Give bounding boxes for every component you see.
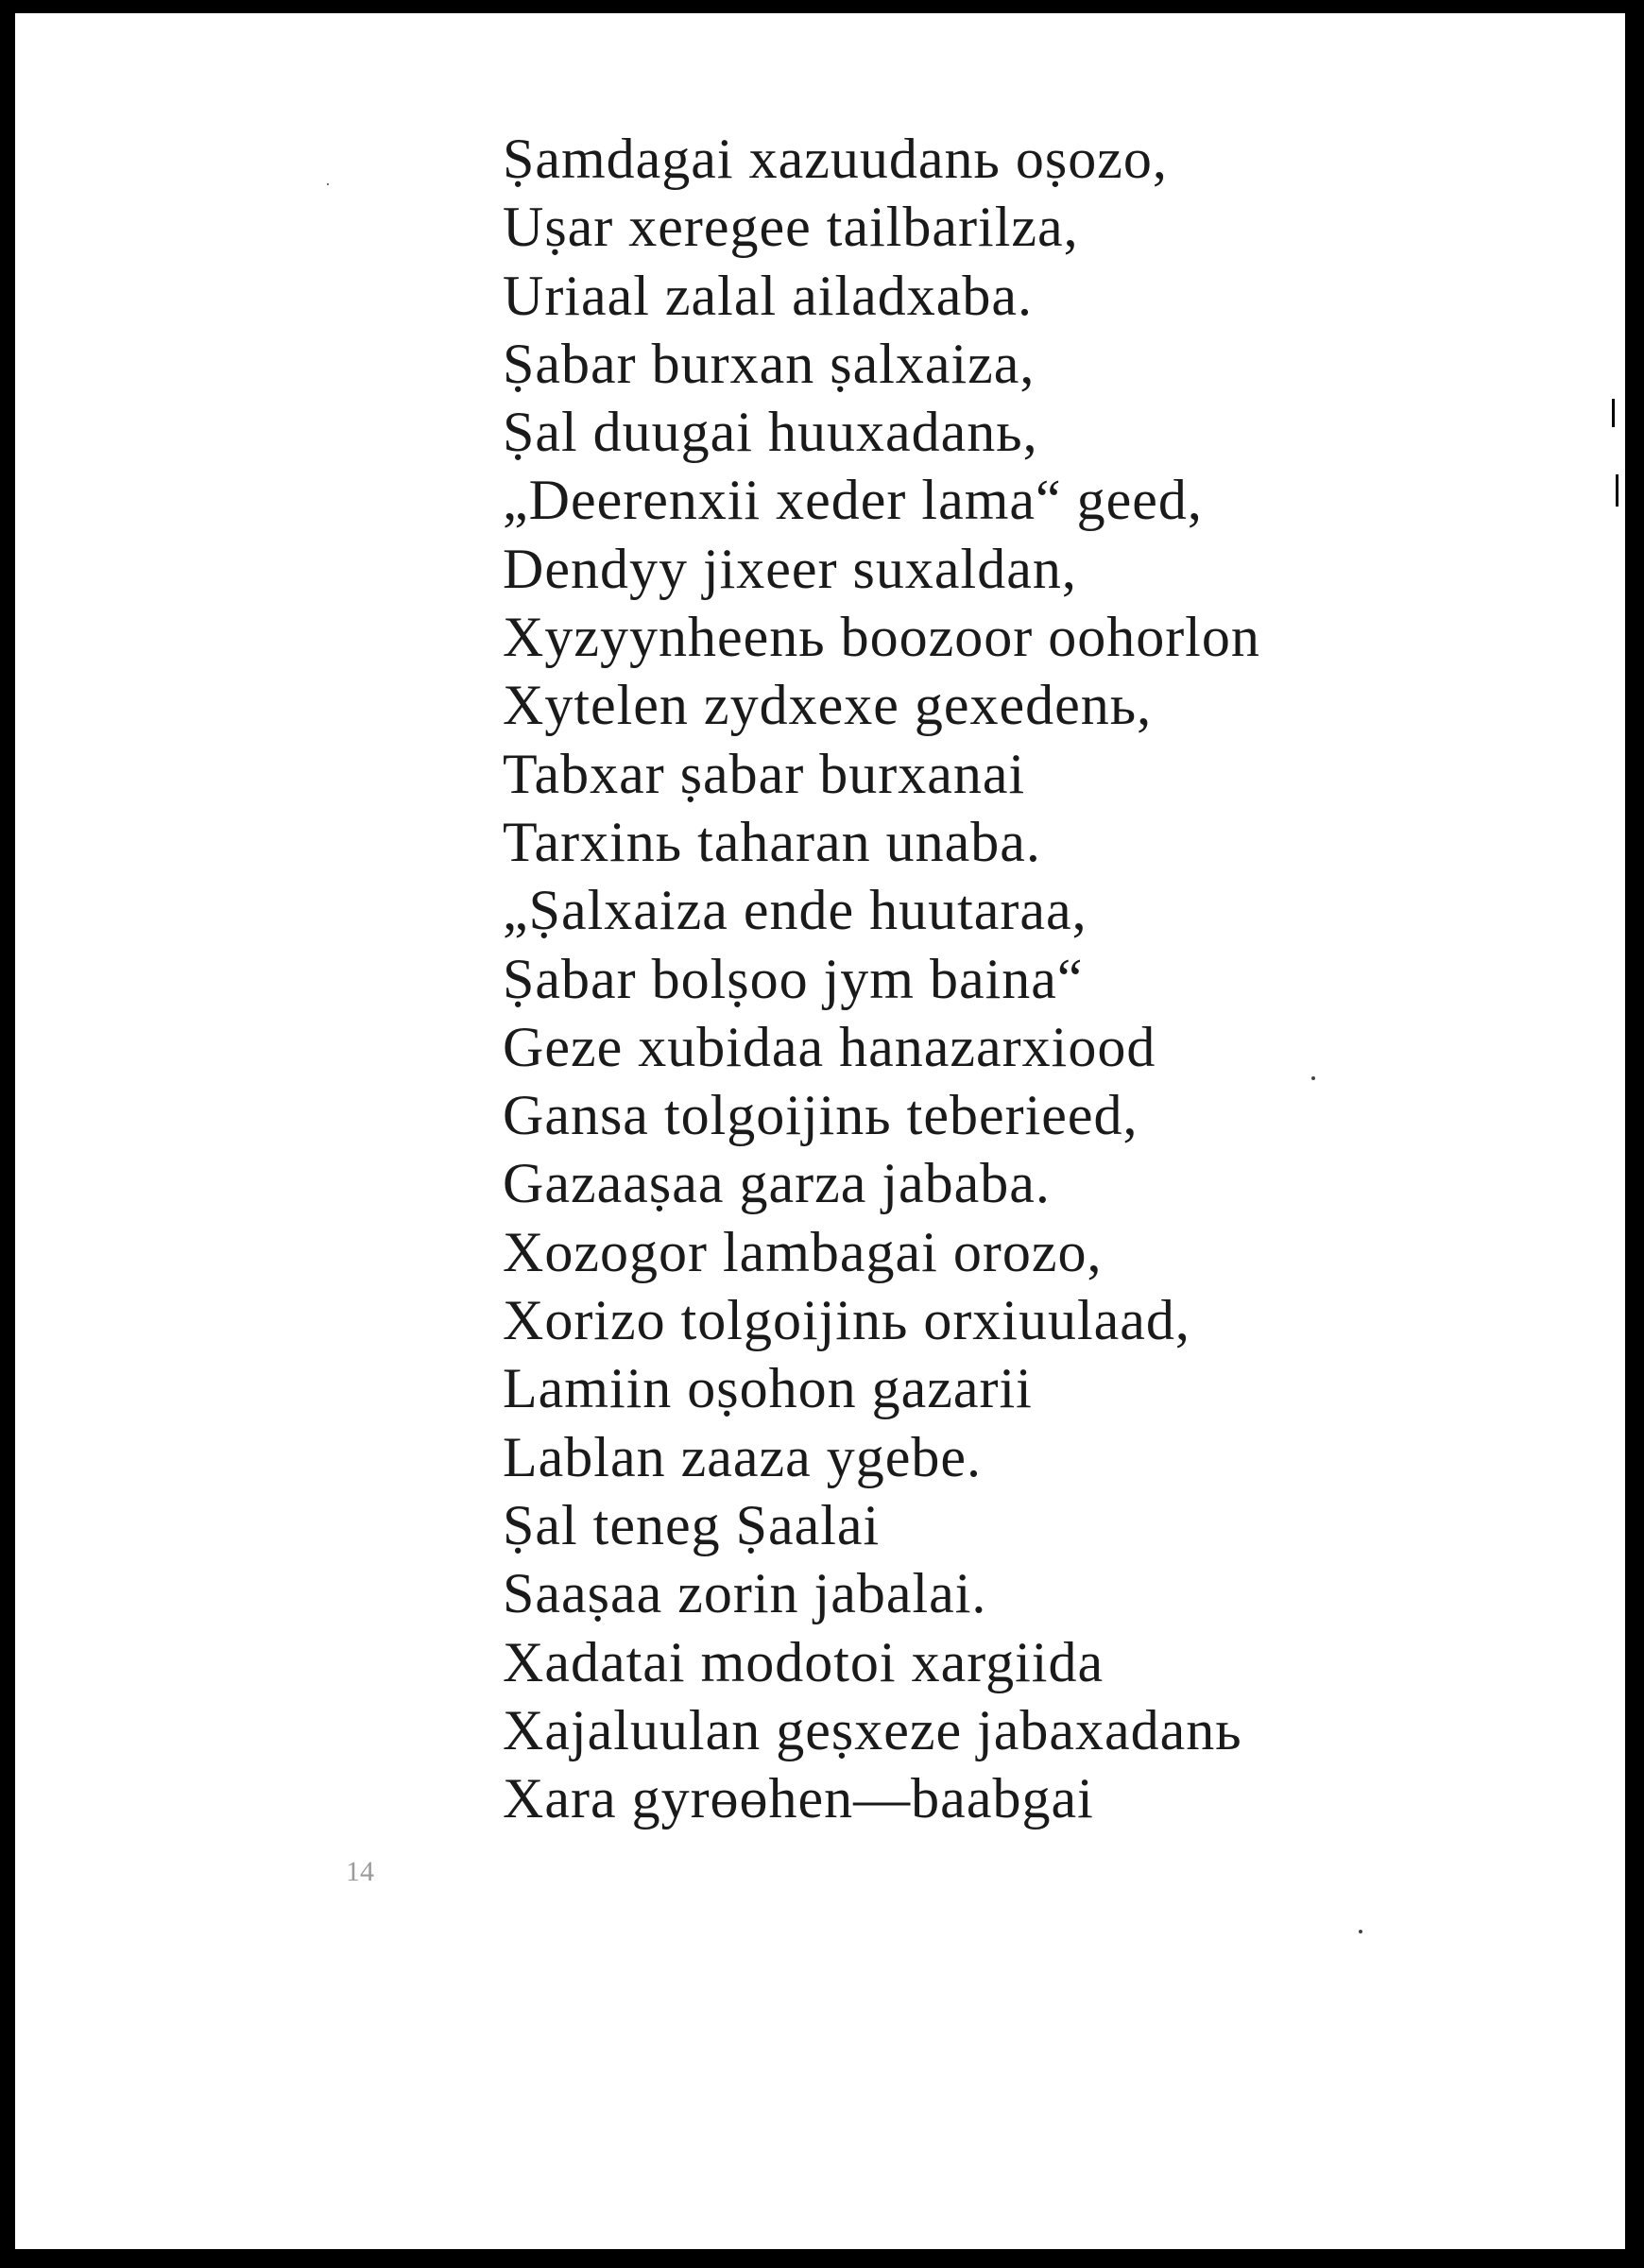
poem-line: Xadatai modotoi xargiida (503, 1630, 1105, 1693)
scan-edge-mark (1616, 474, 1618, 507)
poem-line: Uriaal zalal ailadxaba. (503, 264, 1034, 327)
scan-speck (327, 183, 329, 185)
poem-line: Saaṣaa zorin jabalai. (503, 1562, 987, 1625)
poem-line: Xyzyynheenь boozoor oohorlon (503, 606, 1260, 669)
poem-line: Ṣal teneg Ṣaalai (503, 1493, 881, 1556)
poem-line: „Deerenxii xeder lama“ geed, (503, 469, 1203, 532)
poem-line: Uṣar xeregee tailbarilza, (503, 196, 1079, 259)
poem-line: „Ṣalxaiza ende huutaraa, (503, 879, 1087, 942)
poem-line: Xara gyrөөhen—baabgai (503, 1767, 1094, 1830)
poem-line: Xozogor lambagai orozo, (503, 1220, 1103, 1283)
poem-line: Tarxinь taharan unaba. (503, 810, 1041, 873)
scan-edge-mark (1612, 399, 1615, 427)
poem-text (503, 125, 1260, 1832)
scan-speck (1311, 1076, 1315, 1080)
poem-line: Geze xubidaa hanazarxiood (503, 1015, 1156, 1078)
scanned-page (15, 13, 1625, 2249)
poem-line: Ṣamdagai xazuudanь oṣozo, (503, 128, 1168, 190)
page-number: 14 (346, 1856, 374, 1887)
poem-line: Ṣal duugai huuxadanь, (503, 401, 1038, 464)
poem-line: Gansa tolgoijinь teberieed, (503, 1084, 1139, 1147)
poem-line: Xorizo tolgoijinь orxiuulaad, (503, 1289, 1190, 1352)
poem-line: Tabxar ṣabar burxanai (503, 742, 1026, 805)
poem-line: Xajaluulan geṣxeze jabaxadanь (503, 1698, 1242, 1761)
poem-line: Ṣabar bolṣoo jym baina“ (503, 947, 1084, 1010)
poem-line: Ṣabar burxan ṣalxaiza, (503, 332, 1036, 395)
poem-line: Lablan zaaza ygebe. (503, 1425, 982, 1488)
poem-line: Gazaaṣaa garza jababa. (503, 1152, 1051, 1215)
poem-line: Dendyy jixeer suxaldan, (503, 537, 1077, 600)
poem-line: Xytelen zydxexe gexedenь, (503, 674, 1153, 737)
scan-speck (1359, 1930, 1362, 1933)
poem-line: Lamiin oṣohon gazarii (503, 1357, 1033, 1420)
